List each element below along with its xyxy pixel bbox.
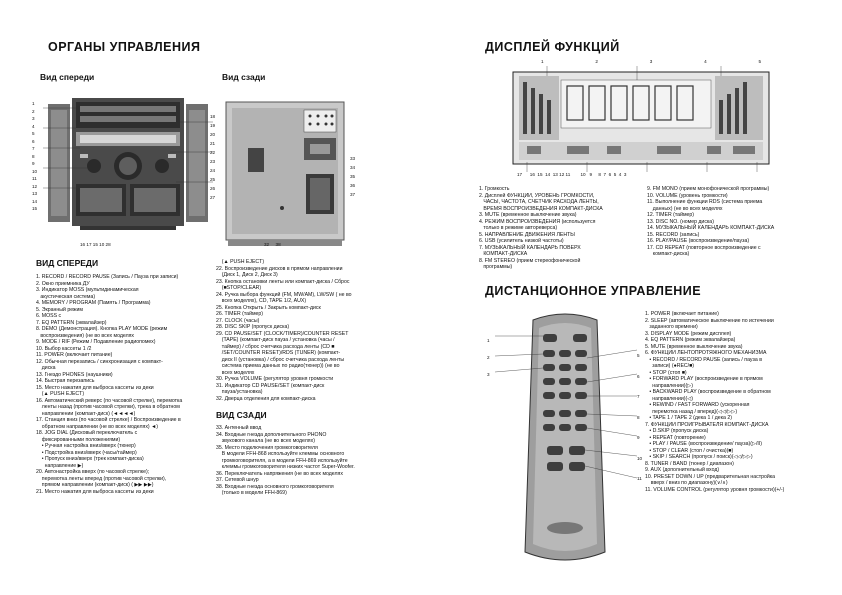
front-control-item: (■STOP/CLEAR) <box>216 285 262 291</box>
remote-function-item: 2. SLEEP (автоматическое выключение по истечении <box>645 317 774 324</box>
front-control-item: прямом направлении (компакт-диск) ( ▶▶ ▶▶) <box>36 482 154 488</box>
front-control-item: воспроизведения) (не во всех моделях <box>36 332 135 339</box>
display-function-item: 7. МУЗЫКАЛЬНЫЙ КАЛЕНДАРЬ ПОВЕРХ <box>479 244 581 251</box>
front-control-item: 12. Обычная перезапись / синхронизация с компакт- <box>36 358 163 365</box>
controls-title: ОРГАНЫ УПРАВЛЕНИЯ <box>48 40 201 54</box>
front-control-item: 23. Кнопка остановки ленты или компакт-диска / Сброс <box>216 278 350 285</box>
front-control-item: 4. MEMORY / PROGRAM (Память / Программа) <box>36 300 151 306</box>
rear-callouts-right: 33 34 35 36 37 <box>350 156 356 197</box>
remote-function-item: • REWIND / FAST FORWARD (ускоренная <box>645 402 750 408</box>
front-control-item: диск II (установка) / сброс счетчика расхода ленты <box>216 356 345 363</box>
remote-function-item: перемотка назад / вперед)(◁◁/▷▷) <box>645 408 738 415</box>
remote-list <box>645 311 835 493</box>
remote-function-item: заданного времени) <box>645 324 698 330</box>
rear-control-item: (только в модели FFH-869) <box>216 490 287 496</box>
rear-control-item: звукового канала (не во всех моделях) <box>216 438 315 444</box>
display-callouts-bottom: 17 16 15 14 13 12 11 10 9 8 7 6 5 4 3 <box>517 172 627 177</box>
front-control-item: направление ▶) <box>36 462 84 469</box>
front-control-item: 17. Станция вниз (по часовой стрелке) / Воспроизведение в <box>36 417 181 423</box>
remote-function-item: 3. DISPLAY MODE (режим дисплея) <box>645 330 732 337</box>
remote-function-item: • FORWARD PLAY (воспроизведение в прямом <box>645 376 763 382</box>
front-control-item: 1. RECORD / RECORD PAUSE (Запись / Пауза при записи) <box>36 274 179 280</box>
rear-callouts-bottom: 32 38 <box>264 242 281 247</box>
rear-view-figure <box>222 98 356 248</box>
remote-function-item: вверх / вниз по диапазону)(∨/∧) <box>645 480 728 486</box>
front-control-item: (TAPE) (компакт-диск пауза / установка (часы / <box>216 337 335 343</box>
remote-function-item: • D.SKIP (пропуск диска) <box>645 428 709 434</box>
display-function-item: компакт-диска) <box>647 251 690 257</box>
front-callouts-right: 18 19 20 21 22 23 24 25 26 27 <box>210 114 216 200</box>
remote-function-item: 8. TUNER / BAND (тюнер / диапазон) <box>645 460 734 467</box>
front-control-item: перемотка ленты вперед (против часовой стрелки), <box>36 475 167 482</box>
remote-function-item: 11. VOLUME CONTROL (регулятор уровня громкости)(+/-) <box>645 486 785 493</box>
remote-title: ДИСТАНЦИОННОЕ УПРАВЛЕНИЕ <box>485 284 702 298</box>
front-control-item: 11. POWER (включает питание) <box>36 352 113 358</box>
front-control-item: ленты назад (против часовой стрелки), трека в обратном <box>36 404 180 410</box>
remote-function-item: • TAPE 1 / TAPE 2 (дека 1 / дека 2) <box>645 415 732 421</box>
remote-function-item: 1. POWER (включает питание) <box>645 311 719 317</box>
display-function-item: 12. TIMER (таймер) <box>647 212 695 218</box>
front-control-item: 26. TIMER (таймер) <box>216 311 264 317</box>
aux-jacks <box>248 148 264 172</box>
remote-function-item: 9. AUX (дополнительный вход) <box>645 467 720 473</box>
display-function-item: ЧАСЫ, ЧАСТОТА, СЧЕТЧИК РАСХОДА ЛЕНТЫ, <box>479 199 599 205</box>
front-view-illustration <box>40 92 216 252</box>
front-control-item: /SET/COUNTER RESET)/RDS (TUNER) (компакт- <box>216 350 341 356</box>
remote-function-item: 4. EQ PATTERN (режим эквалайзера) <box>645 337 736 343</box>
rear-control-item: 33. Антенный ввод <box>216 425 262 431</box>
front-control-item: 29. CD PAUSE/SET (CLOCK/TIMER)/COUNTER RESET <box>216 330 349 337</box>
remote-function-item: 10. PRESET DOWN / UP (предварительная настройка <box>645 473 776 480</box>
front-control-item: 5. Экранный режим <box>36 306 83 313</box>
front-control-item: пауза/установка) <box>216 389 263 395</box>
front-control-item: диска <box>36 365 56 371</box>
front-control-item: 7. EQ PATTERN (эквалайзер) <box>36 319 107 326</box>
front-controls-list-col1 <box>36 274 216 495</box>
front-control-item: 21. Место нажатия для выброса кассеты из деки <box>36 488 154 495</box>
front-control-item: 14. Быстрая перезапись <box>36 378 95 384</box>
rear-control-item: В модели FFH-868 используйте клеммы основного <box>216 451 345 457</box>
remote-callouts-left: 1 2 3 <box>487 338 490 377</box>
remote-figure <box>487 306 643 586</box>
front-control-item: 2. Окно приемника ДУ <box>36 280 90 287</box>
remote-function-item: • REPEAT (повторение) <box>645 434 706 441</box>
cd-loader <box>76 102 180 128</box>
front-control-item: 10. Выбор кассеты 1 /2 <box>36 345 92 352</box>
remote-function-item: 7. ФУНКЦИИ ПРОИГРЫВАТЕЛЯ КОМПАКТ-ДИСКА <box>645 421 769 428</box>
rear-control-item: 38. Входные гнезда основного громкоговорителя <box>216 483 334 490</box>
display-list-col1 <box>479 186 647 271</box>
rear-control-item: 34. Входные гнезда дополнительного PHONO <box>216 431 327 438</box>
front-control-item: 32. Дверца отделения для компакт-диска <box>216 395 316 402</box>
remote-function-item: • STOP (стоп ■) <box>645 369 687 376</box>
front-control-item: 6. MOSS с <box>36 313 62 319</box>
front-control-item: 15. Место нажатия для выброса кассеты из деки <box>36 384 154 391</box>
remote-function-item: направлении)(◁) <box>645 395 693 402</box>
front-callouts-bottom: 16 17 15 10 28 <box>80 242 111 247</box>
rear-section-title: ВИД СЗАДИ <box>216 410 267 420</box>
right-page <box>421 0 842 595</box>
front-callouts-left: 1 2 3 4 5 6 7 8 9 10 11 12 13 14 15 <box>32 101 38 211</box>
display-title: ДИСПЛЕЙ ФУНКЦИЙ <box>485 40 620 54</box>
display-function-item: 11. Выполнение функции RDS (система приема <box>647 199 763 205</box>
front-control-item: 18. JOG DIAL (Дисковый переключатель с <box>36 430 138 436</box>
front-control-item: направлении (компакт-диск) (◄◄◄◄) <box>36 410 136 417</box>
front-control-item: акустическая система) <box>36 293 96 300</box>
rear-view-illustration <box>222 98 352 248</box>
display-function-item: 4. РЕЖИМ ВОСПРОИЗВЕДЕНИЯ (используется <box>479 218 596 225</box>
rear-control-item: клеммы громкоговорителя низких частот Super-Woofer. <box>216 464 355 470</box>
remote-callouts-right: 5 6 7 8 9 10 11 <box>637 353 643 481</box>
front-control-item: 13. Гнездо PHONES (наушники) <box>36 371 113 378</box>
front-control-item: 28. DISC SKIP (пропуск диска) <box>216 324 290 330</box>
front-control-item: обратном направлении (не во всех моделях) ◄) <box>36 423 158 430</box>
front-control-item: (▲ PUSH EJECT) <box>36 391 85 397</box>
display-function-item: 3. MUTE (временное выключение звука) <box>479 212 577 218</box>
front-control-item: 31. Индикатор CD PAUSE/SET (компакт-диск <box>216 382 325 389</box>
display-function-item: 17. CD REPEAT (повторное воспроизведение с <box>647 244 761 251</box>
display-list-col2 <box>647 186 827 258</box>
front-control-item: всех моделях <box>216 369 255 376</box>
front-control-item: система приема данных по радио(тюнер)) (не во <box>216 363 340 369</box>
display-figure <box>507 59 777 180</box>
front-control-item: 3. Индикатор MOSS (мультидинамическая <box>36 287 139 293</box>
remote-function-item: записи) (●REC/■) <box>645 363 694 369</box>
front-control-item: (▲ PUSH EJECT) <box>216 259 265 265</box>
remote-function-item: 5. MUTE (временное выключение звука) <box>645 343 743 350</box>
front-control-item: 27. CLOCK (часы) <box>216 317 260 324</box>
speaker-terminals <box>304 110 336 132</box>
front-control-item: 8. DEMO (Демонстрация). Кнопка PLAY MODE (режим <box>36 326 168 332</box>
front-control-item: • Ручная настройка вниз/вверх (тюнер) <box>36 443 136 449</box>
display-function-item: 1. Громкость <box>479 186 510 192</box>
display-function-item: 9. FM MONO (прием монофонической программы) <box>647 186 770 192</box>
display-function-item: 10. VOLUME (уровень громкости) <box>647 192 728 199</box>
front-control-item: (Диск 1, Диск 2, Диск 3) <box>216 272 278 278</box>
remote-function-item: • SKIP / SEARCH (пропуск / поиск)(◁◁/▷▷) <box>645 454 753 460</box>
display-function-item: только в режиме автореверса) <box>479 225 558 231</box>
function-knob <box>155 159 169 173</box>
front-controls-list-col2 <box>216 259 396 402</box>
display-function-item: 2. Дисплей ФУНКЦИИ, УРОВЕНЬ ГРОМКОСТИ, <box>479 192 595 199</box>
front-control-item: фиксированными положениями) <box>36 436 121 443</box>
front-control-item: 9. MODE / RIF (Режим / Подавление радиопомех) <box>36 339 156 345</box>
remote-illustration <box>487 306 643 586</box>
front-control-item: 25. Кнопка Открыть / Закрыть компакт-диск <box>216 304 321 311</box>
display-function-item: 8. FM STEREO (прием стереофонической <box>479 257 581 264</box>
front-control-item: • Пропуск вниз/вверх (трек компакт-диска) <box>36 456 144 462</box>
front-control-item: • Подстройка вниз/вверх (часы/таймер) <box>36 449 137 456</box>
rear-control-item: 35. Место подключения громкоговорителя <box>216 444 318 451</box>
rear-control-item: громкоговорителя, а в модели FFH-869 используйте <box>216 457 348 464</box>
remote-function-item: • BACKWARD PLAY (воспроизведение в обратном <box>645 389 771 395</box>
display-callouts-top: 1 2 3 4 5 <box>541 59 761 64</box>
front-control-item: 22. Воспроизведение дисков в прямом направлении <box>216 265 343 272</box>
display-function-item: 15. RECORD (запись) <box>647 231 700 238</box>
front-section-title: ВИД СПЕРЕДИ <box>36 258 99 268</box>
remote-function-item: • RECORD / RECORD PAUSE (запись / пауза в <box>645 356 762 363</box>
display-function-item: 14. МУЗЫКАЛЬНЫЙ КАЛЕНДАРЬ КОМПАКТ-ДИСКА <box>647 225 775 231</box>
front-control-item: всех моделях), CD, TAPE 1/2, AUX) <box>216 298 307 304</box>
rear-controls-list <box>216 425 406 497</box>
display-illustration <box>507 62 777 180</box>
display-function-item: программы) <box>479 264 513 270</box>
rear-view-label: Вид сзади <box>222 72 266 82</box>
display-function-item: 6. USB (усилитель низкой частоты) <box>479 238 564 244</box>
front-control-item: 16. Автоматический реверс (по часовой стрелке), перемотка <box>36 397 183 404</box>
display-function-item: 13. DISC NO. (номер диска) <box>647 218 714 225</box>
display-function-item: 16. PLAY/PAUSE (воспроизведение/пауза) <box>647 238 750 244</box>
volume-knob <box>87 159 101 173</box>
display-function-item: 5. НАПРАВЛЕНИЕ ДВИЖЕНИЯ ЛЕНТЫ <box>479 231 575 238</box>
display-function-item: КОМПАКТ-ДИСКА <box>479 251 528 257</box>
front-view-figure <box>32 92 216 252</box>
front-control-item: таймер) / сброс счетчика расхода ленты (CD ■ <box>216 343 335 350</box>
front-view-label: Вид спереди <box>40 72 95 82</box>
rear-control-item: 36. Переключатель напряжения (не во всех моделях <box>216 470 343 477</box>
front-control-item: 20. Автонастройка вверх (по часовой стрелке); <box>36 469 150 475</box>
display-function-item: ВРЕМЯ ВОСПРОИЗВЕДЕНИЯ КОМПАКТ-ДИСКА <box>479 205 603 212</box>
remote-function-item: • STOP / CLEAR (стоп / очистка)(■) <box>645 447 734 454</box>
rear-control-item: 37. Сетевой шнур <box>216 477 259 483</box>
remote-function-item: 6. ФУНКЦИИ ЛЕНТОПРОТЯЖНОГО МЕХАНИЗМА <box>645 350 767 356</box>
remote-function-item: направлении)(▷) <box>645 382 693 389</box>
display-function-item: данных) (не во всех моделях <box>647 205 723 212</box>
front-control-item: 24. Ручка выбора функций (FM, MW/AM), LW/SW ( не во <box>216 291 352 298</box>
remote-function-item: • PLAY / PAUSE (воспроизведение/ пауза)(▷/II) <box>645 441 762 447</box>
front-control-item: 30. Ручка VOLUME (регулятор уровня громкости <box>216 376 334 382</box>
